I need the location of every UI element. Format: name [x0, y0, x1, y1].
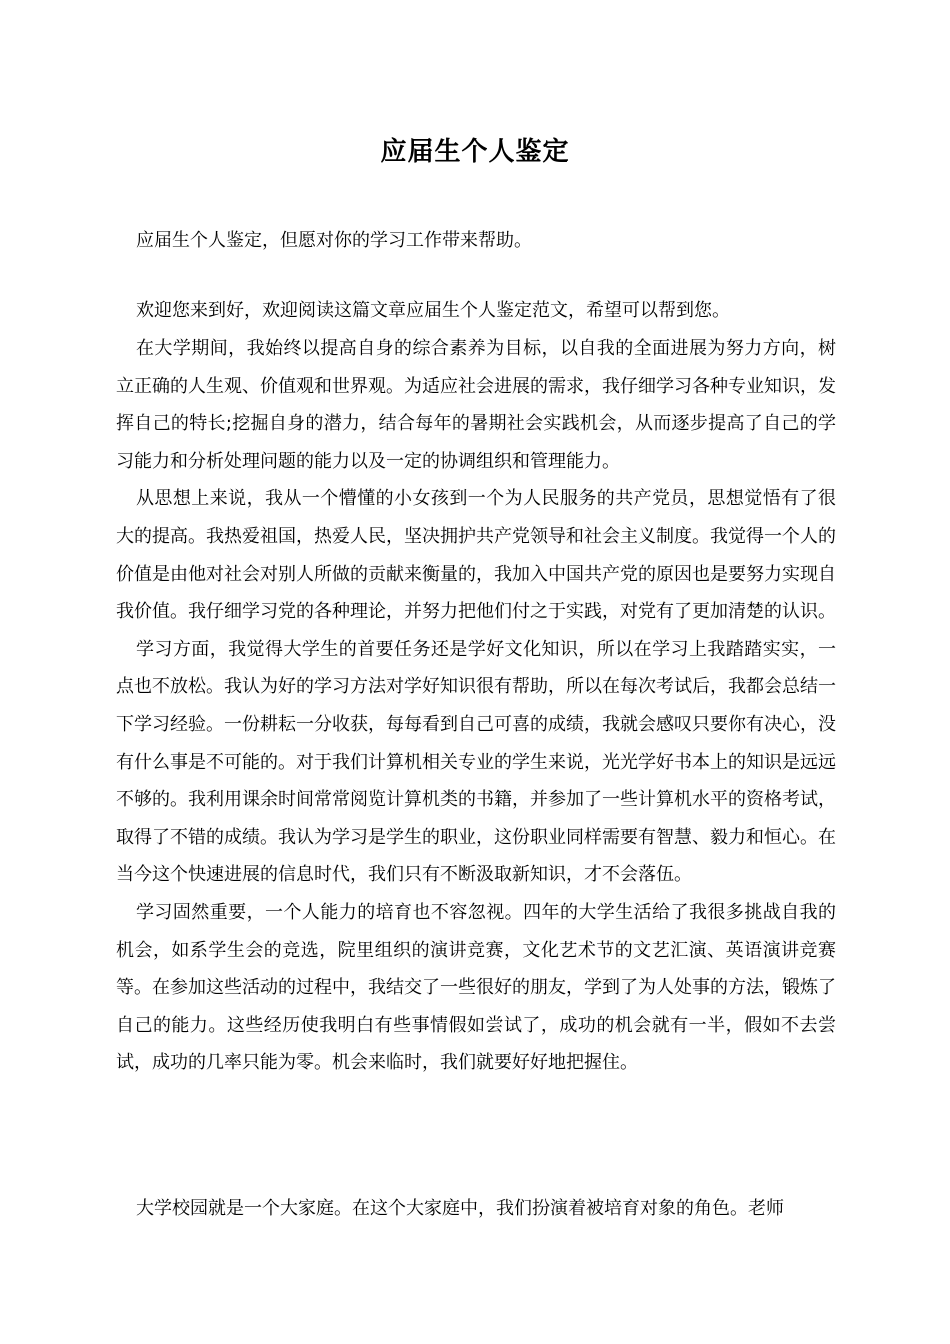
paragraph-abilities: 学习固然重要，一个人能力的培育也不容忽视。四年的大学生活给了我很多挑战自我的机会，如系学生会的竞选，院里组织的演讲竞赛，文化艺术节的文艺汇演、英语演讲竞赛等。在参加这些活动的过程中，我结交了一些很好的朋友，学到了为人处事的方法，锻炼了自己的能力。这些经历使我明白有些事情假如尝试了，成功的机会就有一半，假如不去尝试，成功的几率只能为零。机会来临时，我们就要好好地把握住。	[116, 901, 836, 1074]
paragraph-ideology: 从思想上来说，我从一个懵懂的小女孩到一个为人民服务的共产党员，思想觉悟有了很大的提高。我热爱祖国，热爱人民，坚决拥护共产党领导和社会主义制度。我觉得一个人的价值是由他对社会对别人所做的贡献来衡量的，我加入中国共产党的原因也是要努力实现自我价值。我仔细学习党的各种理论，并努力把他们付之于实践，对党有了更加清楚的认识。	[116, 488, 836, 623]
intro-paragraph	[116, 222, 836, 260]
main-body	[116, 330, 836, 1082]
paragraph-learning: 学习方面，我觉得大学生的首要任务还是学好文化知识，所以在学习上我踏踏实实，一点也不放松。我认为好的学习方法对学好知识很有帮助，所以在每次考试后，我都会总结一下学习经验。一份耕耘一分收获，每每看到自己可喜的成绩，我就会感叹只要你有决心，没有什么事是不可能的。对于我们计算机相关专业的学生来说，光光学好书本上的知识是远远不够的。我利用课余时间常常阅览计算机类的书籍，并参加了一些计算机水平的资格考试，取得了不错的成绩。我认为学习是学生的职业，这份职业同样需要有智慧、毅力和恒心。在当今这个快速进展的信息时代，我们只有不断汲取新知识，才不会落伍。	[116, 638, 836, 886]
last-paragraph	[116, 1190, 836, 1228]
paragraph-campus: 大学校园就是一个大家庭。在这个大家庭中，我们扮演着被培育对象的角色。老师	[136, 1198, 784, 1219]
welcome-paragraph	[116, 292, 836, 330]
welcome-text: 欢迎您来到好，欢迎阅读这篇文章应届生个人鉴定范文，希望可以帮到您。	[136, 300, 730, 321]
paragraph-study-goals: 在大学期间，我始终以提高自身的综合素养为目标，以自我的全面进展为努力方向，树立正确的人生观、价值观和世界观。为适应社会进展的需求，我仔细学习各种专业知识，发挥自己的特长;挖掘自身的潜力，结合每年的暑期社会实践机会，从而逐步提高了自己的学习能力和分析处理问题的能力以及一定的协调组织和管理能力。	[116, 338, 836, 472]
document-title: 应届生个人鉴定	[380, 137, 570, 167]
intro-text: 应届生个人鉴定，但愿对你的学习工作带来帮助。	[136, 230, 532, 251]
